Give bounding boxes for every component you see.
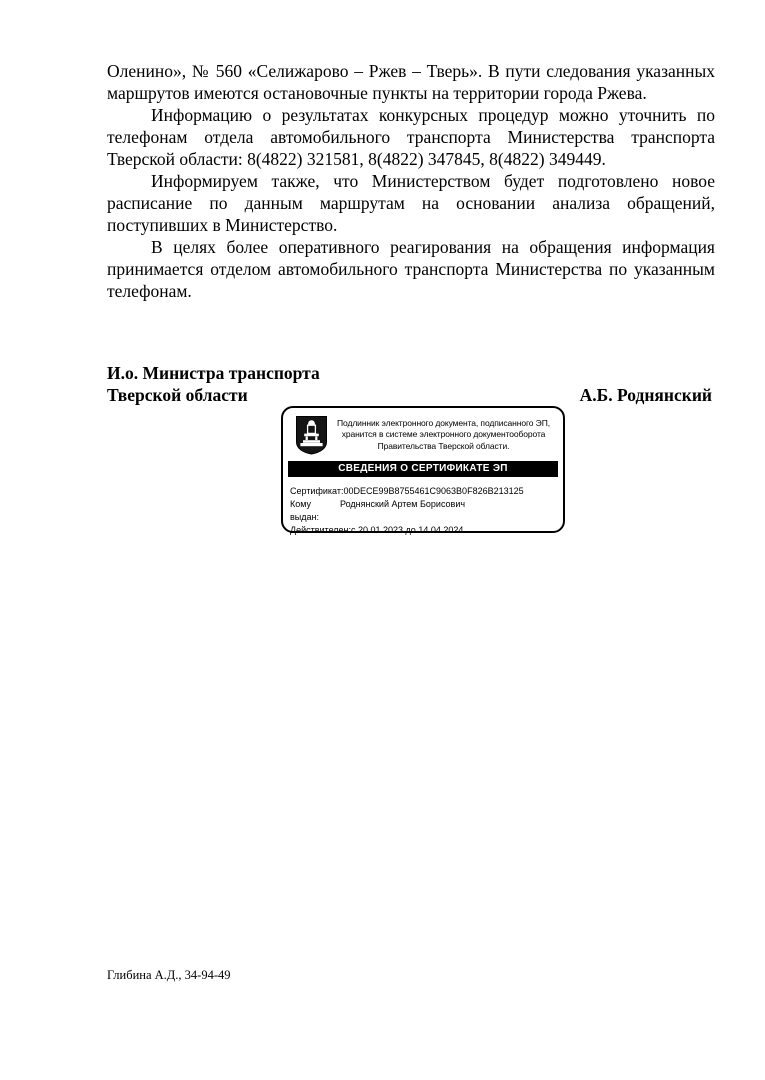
signer-position-line1: И.о. Министра транспорта bbox=[107, 363, 320, 383]
stamp-field-row bbox=[290, 498, 557, 524]
e-signature-stamp bbox=[281, 406, 565, 533]
stamp-title-bar: СВЕДЕНИЯ О СЕРТИФИКАТЕ ЭП bbox=[288, 461, 558, 477]
stamp-field-label: Сертификат: bbox=[290, 486, 344, 496]
paragraph: Информацию о результатах конкурсных процедур можно уточнить по телефонам отдела автомобильного транспорта Министерства транспорта Тверской области: 8(4822) 321581, 8(4822) 347845, 8(4822) 349449. bbox=[107, 105, 715, 169]
stamp-header-line: Правительства Тверской области. bbox=[377, 440, 510, 451]
signer-position-line2: Тверской области bbox=[107, 385, 248, 405]
letter-body bbox=[107, 60, 715, 302]
stamp-fields bbox=[290, 485, 557, 537]
paragraph: Оленино», № 560 «Селижарово – Ржев – Тверь». В пути следования указанных маршрутов имеются остановочные пункты на территории города Ржева. bbox=[107, 61, 715, 103]
stamp-field-row bbox=[290, 485, 557, 498]
stamp-field-value: 00DECE99B8755461C9063B0F826B213125 bbox=[343, 486, 524, 496]
signer-name: А.Б. Роднянский bbox=[579, 385, 712, 405]
stamp-field-value: Роднянский Артем Борисович bbox=[340, 499, 466, 509]
stamp-field-value: с 20.01.2023 до 14.04.2024 bbox=[351, 525, 464, 535]
stamp-top-section bbox=[283, 408, 563, 455]
tver-coat-of-arms-icon bbox=[295, 415, 328, 455]
paragraph: В целях более оперативного реагирования на обращения информация принимается отделом автомобильного транспорта Министерства по указанным телефонам. bbox=[107, 237, 715, 301]
paragraph: Информируем также, что Министерством будет подготовлено новое расписание по данным маршрутам на основании анализа обращений, поступивших в Министерство. bbox=[107, 171, 715, 235]
executor-note: Глибина А.Д., 34-94-49 bbox=[107, 968, 231, 982]
stamp-header-line: Подлинник электронного документа, подписанного ЭП, bbox=[337, 417, 550, 428]
stamp-field-label: Кому выдан: bbox=[290, 499, 319, 522]
stamp-header-line: хранится в системе электронного документооборота bbox=[341, 429, 546, 440]
signature-block bbox=[107, 362, 712, 406]
signer-position bbox=[107, 362, 320, 406]
stamp-field-label: Действителен: bbox=[290, 525, 352, 535]
stamp-header-text bbox=[328, 418, 555, 453]
stamp-field-row bbox=[290, 524, 557, 537]
